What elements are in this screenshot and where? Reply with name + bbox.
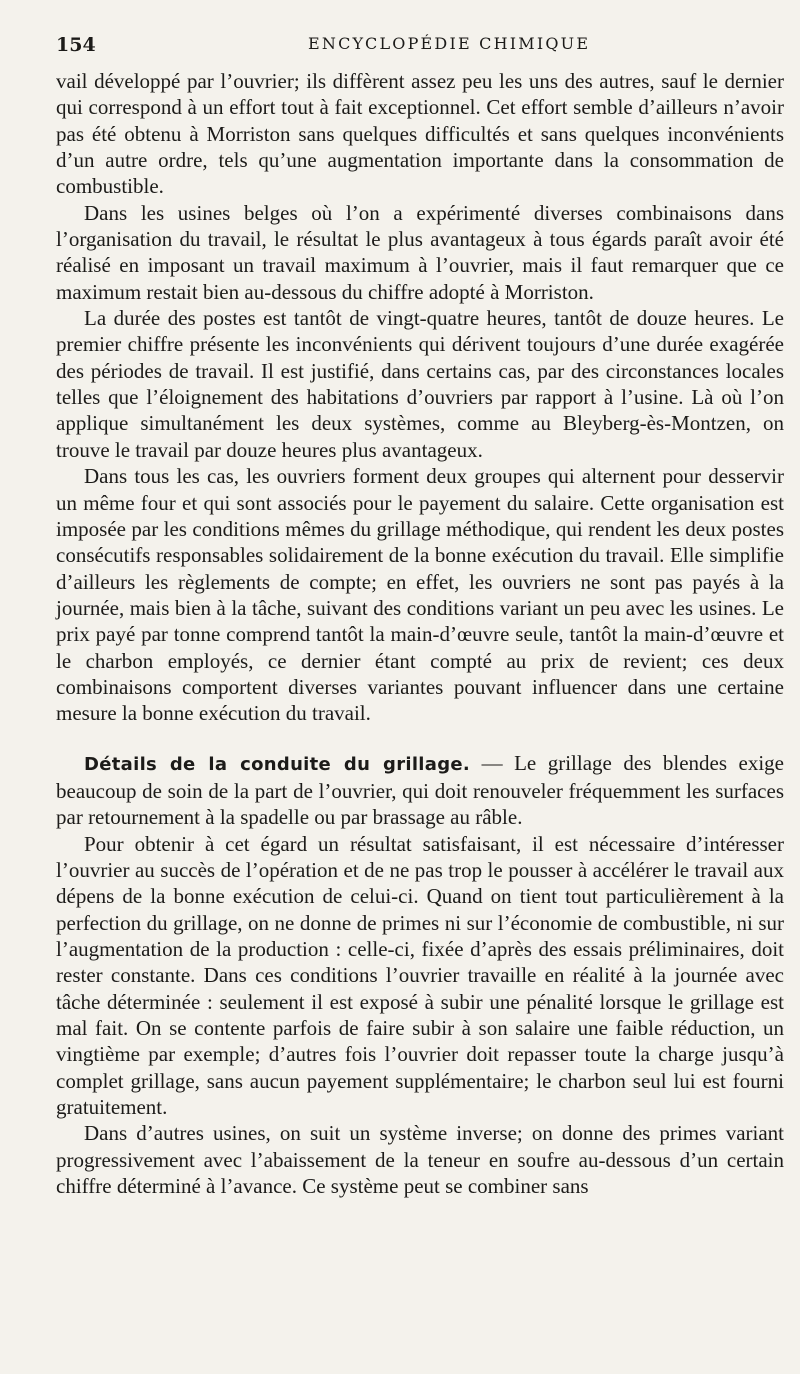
running-title: ENCYCLOPÉDIE CHIMIQUE xyxy=(308,34,591,53)
paragraph-continuation: vail développé par l’ouvrier; ils diffèrent assez peu les uns des autres, sauf le dernier qui correspond à un effort tout à fait exceptionnel. Cet effort semble d’ailleurs n’avoir pas été obtenu à Morriston sans quelques difficultés et sans quelques inconvénients d’un autre ordre, tels qu’une augmentation importante dans la consommation de combustible. xyxy=(56,69,784,199)
paragraph-belgian-works: Dans les usines belges où l’on a expérimenté diverses combinaisons dans l’organisation du travail, le résultat le plus avantageux à tous égards paraît avoir été réalisé en imposant un travail maximum à l’ouvrier, mais il faut remarquer que ce maximum restait bien au-dessous du chiffre adopté à Morriston. xyxy=(56,200,784,304)
section-paragraph-lead xyxy=(56,750,784,831)
paragraph-roasting-quality: Pour obtenir à cet égard un résultat satisfaisant, il est nécessaire d’intéresser l’ouvrier au succès de l’opération et de ne pas trop le pousser à accélérer le travail aux dépens de la bonne exécution de celui-ci. Quand on tient tout particulièrement à la perfection du grillage, on ne donne de primes ni sur l’économie de combustible, ni sur l’augmentation de la production : celle-ci, fixée d’après des essais préliminaires, doit rester constante. Dans ces conditions l’ouvrier travaille en réalité à la journée avec tâche déterminée : seulement il est exposé à subir une pénalité lorsque le grillage est mal fait. On se contente parfois de faire subir à son salaire une faible réduction, un vingtième par exemple; d’autres fois l’ouvrier doit repasser toute la charge jusqu’à complet grillage, sans aucun payement supplémentaire; le charbon seul lui est fourni gratuitement. xyxy=(56,831,784,1120)
body-text xyxy=(56,68,784,1199)
section-spacer xyxy=(56,727,784,750)
paragraph-worker-groups: Dans tous les cas, les ouvriers forment deux groupes qui alternent pour desservir un même four et qui sont associés pour le payement du salaire. Cette organisation est imposée par les conditions mêmes du grillage méthodique, qui rendent les deux postes consécutifs responsables solidairement de la bonne exécution du travail. Elle simplifie d’ailleurs les règlements de compte; en effet, les ouvriers ne sont pas payés à la journée, mais bien à la tâche, suivant des conditions variant un peu avec les usines. Le prix payé par tonne comprend tantôt la main-d’œuvre seule, tantôt la main-d’œuvre et le charbon employés, ce dernier étant compté au prix de revient; ces deux combinaisons comportent diverses variantes pouvant influencer dans une certaine mesure la bonne exécution du travail. xyxy=(56,464,784,726)
section-lead-text: — Le grillage des blendes exige beaucoup de soin de la part de l’ouvrier, qui doit renouveler fréquemment les surfaces par retournement à la spadelle ou par brassage au râble. xyxy=(56,750,785,830)
paragraph-shift-duration: La durée des postes est tantôt de vingt-quatre heures, tantôt de douze heures. Le premier chiffre présente les inconvénients qui dérivent toujours d’une durée exagérée des périodes de travail. Il est justifié, dans certains cas, par des circonstances locales telles que l’éloignement des habitations d’ouvriers par rapport à l’usine. Là où l’on applique simultanément les deux systèmes, comme au Bleyberg-ès-Montzen, on trouve le travail par douze heures plus avantageux. xyxy=(56,306,784,462)
paragraph-bonus-system: Dans d’autres usines, on suit un système inverse; on donne des primes variant progressivement avec l’abaissement de la teneur en soufre au-dessous d’un certain chiffre déterminé à l’avance. Ce système peut se combiner sans xyxy=(56,1121,784,1199)
page-number: 154 xyxy=(56,34,96,56)
page-header xyxy=(56,34,782,58)
section-heading: Détails de la conduite du grillage. xyxy=(84,753,471,775)
